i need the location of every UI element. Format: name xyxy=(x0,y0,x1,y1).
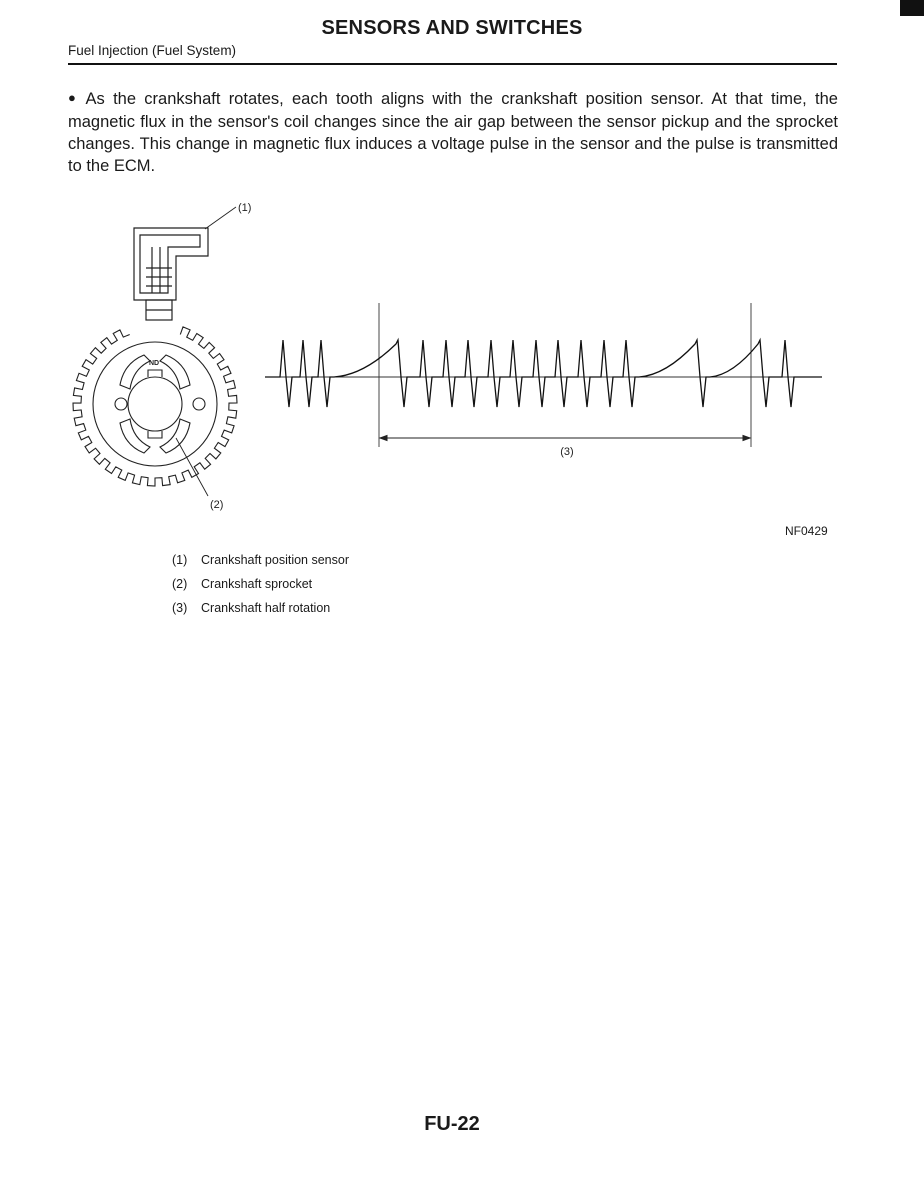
bullet-icon: ● xyxy=(68,90,80,105)
section-title: SENSORS AND SWITCHES xyxy=(321,17,583,39)
sprocket-marking: ND xyxy=(148,360,160,367)
figure-drawing xyxy=(60,185,840,535)
figure-legend xyxy=(172,550,349,622)
body-paragraph xyxy=(68,88,838,177)
legend-item: (1) Crankshaft position sensor xyxy=(172,553,349,567)
callout-1-label: (1) xyxy=(238,202,252,214)
crankshaft-sprocket xyxy=(73,327,237,486)
corner-tab-marker xyxy=(900,0,924,16)
figure-code: NF0429 xyxy=(785,524,828,538)
crankshaft-position-sensor xyxy=(134,228,208,320)
callout-3-label: (3) xyxy=(560,446,574,458)
callout-2-label: (2) xyxy=(210,499,224,511)
crankshaft-sensor-figure xyxy=(60,185,840,535)
legend-item: (2) Crankshaft sprocket xyxy=(172,577,313,591)
half-rotation-dimension xyxy=(380,436,750,441)
body-text: As the crankshaft rotates, each tooth aligns with the crankshaft position sensor. At that time, the magnetic flux in the sensor's coil changes since the air gap between the sensor pickup and the sprocket changes. This change in magnetic flux induces a voltage pulse in the sensor and the pulse is transmitted to the ECM. xyxy=(68,90,838,175)
legend-item: (3) Crankshaft half rotation xyxy=(172,601,331,615)
subsection-title: Fuel Injection (Fuel System) xyxy=(68,43,237,58)
header-divider xyxy=(68,63,837,65)
page-number: FU-22 xyxy=(424,1113,480,1135)
pulse-waveform xyxy=(265,340,822,407)
callout-1-leader xyxy=(205,207,236,229)
